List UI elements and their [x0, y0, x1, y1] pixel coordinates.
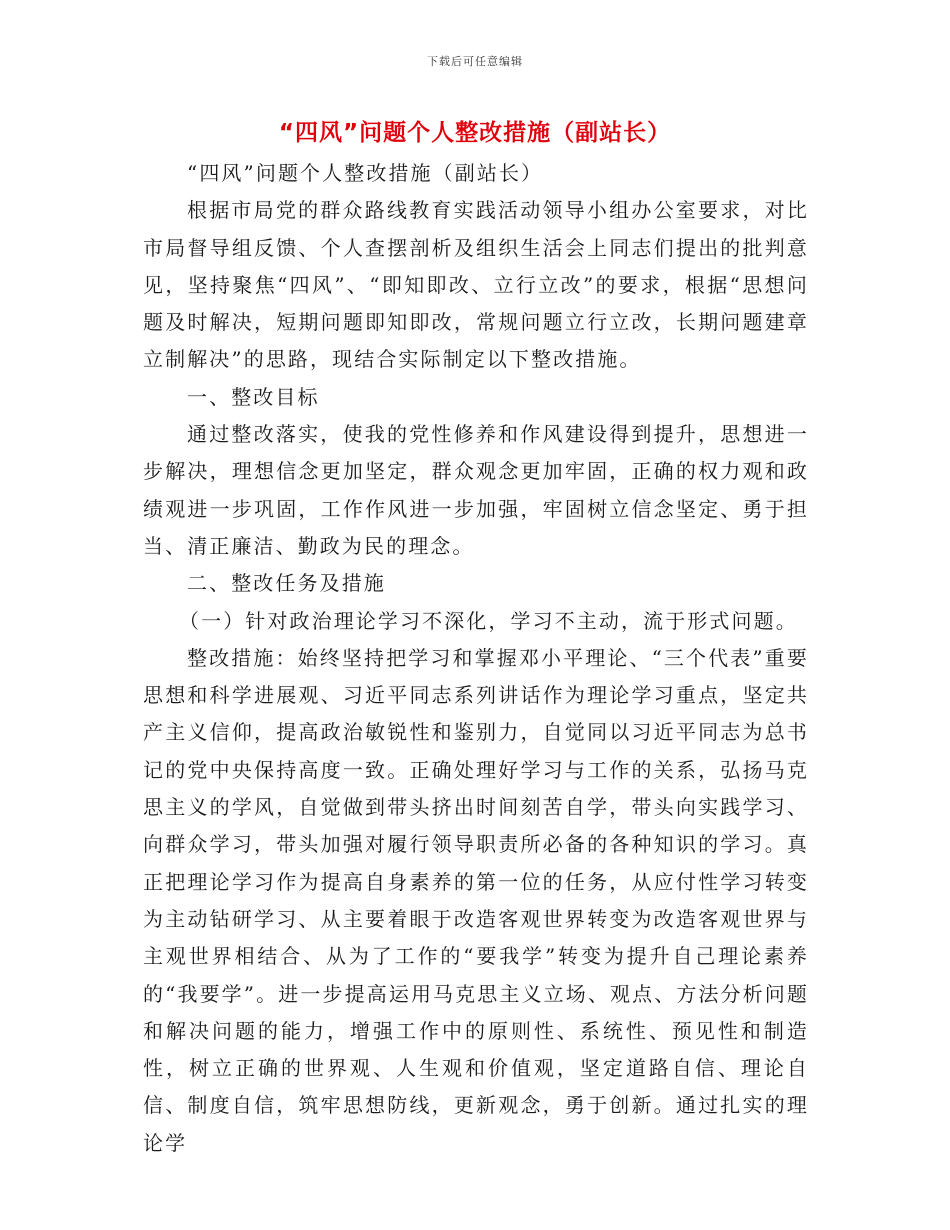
subtitle-paragraph: “四风”问题个人整改措施（副站长）: [187, 161, 544, 185]
document-body: [143, 155, 809, 1162]
goal-paragraph: 通过整改落实，使我的党性修养和作风建设得到提升，思想进一步解决，理想信念更加坚定，群众观念更加牢固，正确的权力观和政绩观进一步巩固，工作作风进一步加强，牢固树立信念坚定、勇于担当、清正廉洁、勤政为民的理念。: [143, 422, 809, 558]
section-heading-tasks: 二、整改任务及措施: [187, 571, 386, 596]
header-note: 下载后可任意编辑: [427, 55, 523, 68]
section-heading-goal: 一、整改目标: [187, 384, 320, 409]
document-title: “四风”问题个人整改措施（副站长）: [278, 120, 672, 146]
intro-paragraph: 根据市局党的群众路线教育实践活动领导小组办公室要求，对比市局督导组反馈、个人查摆剖析及组织生活会上同志们提出的批判意见，坚持聚焦“四风”、“即知即改、立行立改”的要求，根据“思想问题及时解决，短期问题即知即改，常规问题立行立改，长期问题建章立制解决”的思路，现结合实际制定以下整改措施。: [143, 198, 809, 372]
subsection-heading-1: （一）针对政治理论学习不深化，学习不主动，流于形式问题。: [179, 608, 798, 633]
measures-paragraph: 整改措施：始终坚持把学习和掌握邓小平理论、“三个代表”重要思想和科学进展观、习近平同志系列讲话作为理论学习重点，坚定共产主义信仰，提高政治敏锐性和鉴别力，自觉同以习近平同志为总书记的党中央保持高度一致。正确处理好学习与工作的关系，弘扬马克思主义的学风，自觉做到带头挤出时间刻苦自学，带头向实践学习、向群众学习，带头加强对履行领导职责所必备的各种知识的学习。真正把理论学习作为提高自身素养的第一位的任务，从应付性学习转变为主动钻研学习、从主要着眼于改造客观世界转变为改造客观世界与主观世界相结合、从为了工作的“要我学”转变为提升自己理论素养的“我要学”。进一步提高运用马克思主义立场、观点、方法分析问题和解决问题的能力，增强工作中的原则性、系统性、预见性和制造性，树立正确的世界观、人生观和价值观，坚定道路自信、理论自信、制度自信，筑牢思想防线，更新观念，勇于创新。通过扎实的理论学: [143, 645, 809, 1155]
